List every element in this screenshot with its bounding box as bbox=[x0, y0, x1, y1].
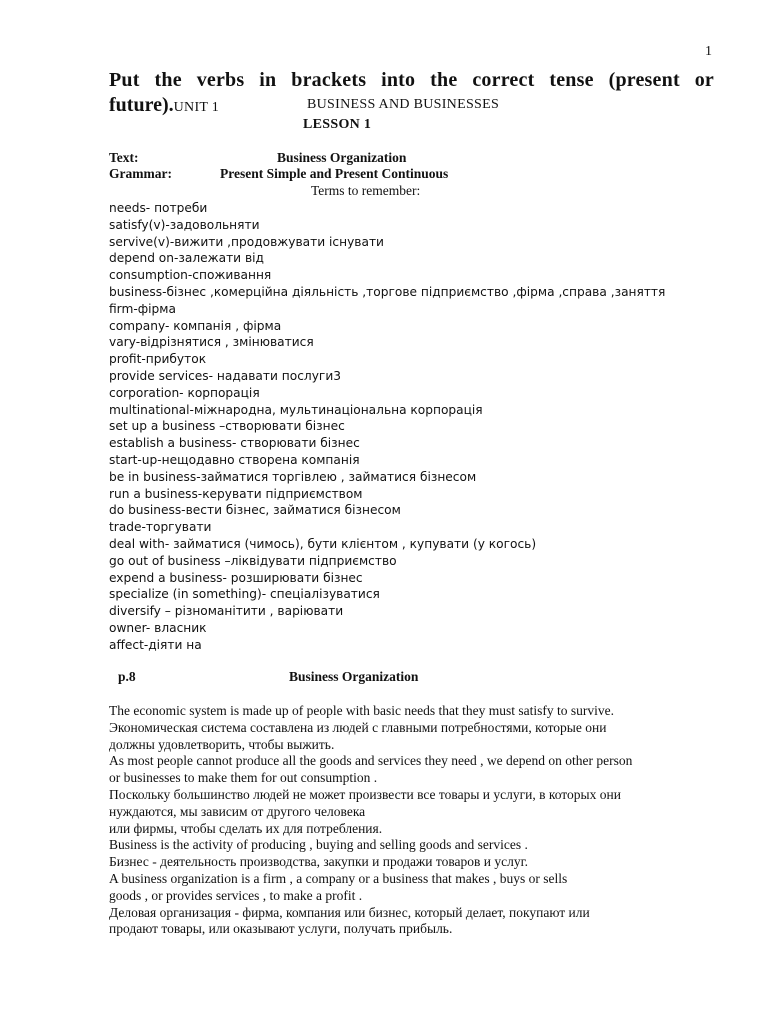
vocabulary-item: vary-відрізнятися , змінюватися bbox=[109, 335, 314, 350]
text-row bbox=[109, 150, 407, 166]
text-line: нуждаются, мы зависим от другого человека bbox=[109, 803, 366, 819]
vocabulary-item: provide services- надавати послуги3 bbox=[109, 368, 342, 383]
grammar-label: Grammar: bbox=[109, 166, 172, 181]
vocabulary-item: firm-фірма bbox=[109, 301, 176, 316]
unit-heading: BUSINESS AND BUSINESSES bbox=[307, 97, 500, 112]
section-page-ref: p.8 bbox=[118, 669, 136, 684]
vocabulary-item: corporation- корпорація bbox=[109, 385, 260, 400]
vocabulary-item: consumption-споживання bbox=[109, 268, 272, 283]
page-number: 1 bbox=[705, 44, 712, 59]
text-line: должны удовлетворить, чтобы выжить. bbox=[109, 736, 335, 752]
text-line: Бизнес - деятельность производства, закупки и продажи товаров и услуг. bbox=[109, 854, 528, 870]
vocabulary-item: run a business-керувати підприємством bbox=[109, 486, 363, 501]
text-line: A business organization is a firm , a company or a business that makes , buys or sells bbox=[109, 870, 568, 886]
lesson-heading: LESSON 1 bbox=[303, 117, 372, 132]
vocabulary-item: company- компанія , фірма bbox=[109, 318, 282, 333]
text-line: продают товары, или оказывают услуги, получать прибыль. bbox=[109, 921, 453, 937]
vocabulary-item: needs- потреби bbox=[109, 201, 208, 215]
vocabulary-item: owner- власник bbox=[109, 620, 207, 635]
unit-label: UNIT 1 bbox=[173, 100, 220, 115]
section-title: Business Organization bbox=[289, 669, 419, 684]
vocabulary-item: be in business-займатися торгівлею , займатися бізнесом bbox=[109, 469, 477, 484]
exercise-title-end: future). bbox=[109, 94, 174, 116]
text-line: Деловая организация - фирма, компания или бизнес, который делает, покупают или bbox=[109, 904, 590, 920]
text-line: As most people cannot produce all the goods and services they need , we depend on other person bbox=[109, 753, 633, 769]
vocabulary-item: establish a business- створювати бізнес bbox=[109, 436, 360, 451]
vocabulary-list bbox=[109, 200, 665, 654]
vocabulary-item: diversify – різноманітити , варіювати bbox=[109, 604, 344, 619]
text-line: goods , or provides services , to make a profit . bbox=[109, 887, 363, 903]
terms-heading: Terms to remember: bbox=[311, 183, 421, 198]
reading-text bbox=[109, 703, 729, 938]
vocabulary-item: affect-діяти на bbox=[109, 637, 202, 652]
text-line: Экономическая система составлена из людей с главными потребностями, которые они bbox=[109, 719, 607, 735]
text-line: Business is the activity of producing , buying and selling goods and services . bbox=[109, 837, 528, 853]
text-value: Business Organization bbox=[277, 150, 407, 165]
text-label: Text: bbox=[109, 150, 139, 165]
vocabulary-item: specialize (in something)- спеціалізуватися bbox=[109, 587, 380, 602]
vocabulary-item: depend on-залежати від bbox=[109, 251, 264, 266]
vocabulary-item: multinational-міжнародна, мультинаціональна корпорація bbox=[109, 402, 483, 417]
vocabulary-item: deal with- займатися (чимось), бути клієнтом , купувати (у когось) bbox=[109, 536, 537, 551]
vocabulary-item: trade-торгувати bbox=[109, 520, 212, 535]
text-line: or businesses to make them for out consumption . bbox=[109, 770, 378, 786]
text-line: или фирмы, чтобы сделать их для потребления. bbox=[109, 820, 383, 836]
vocabulary-item: start-up-нещодавно створена компанія bbox=[109, 452, 360, 467]
text-line: Поскольку большинство людей не может произвести все товары и услуги, в которых они bbox=[109, 786, 621, 802]
vocabulary-item: set up a business –створювати бізнес bbox=[109, 419, 345, 434]
vocabulary-item: profit-прибуток bbox=[109, 352, 207, 367]
vocabulary-item: do business-вести бізнес, займатися бізнесом bbox=[109, 503, 401, 518]
vocabulary-item: business-бізнес ,комерційна діяльність ,торгове підприємство ,фірма ,справа ,заняття bbox=[109, 284, 666, 299]
vocabulary-item: satisfy(v)-задовольняти bbox=[109, 217, 260, 232]
vocabulary-item: servive(v)-вижити ,продовжувати існувати bbox=[109, 234, 384, 249]
vocabulary-item: expend a business- розширювати бізнес bbox=[109, 570, 363, 585]
vocabulary-item: go out of business –ліквідувати підприємство bbox=[109, 553, 397, 568]
grammar-value: Present Simple and Present Continuous bbox=[220, 166, 449, 181]
exercise-title-continuation bbox=[109, 93, 219, 120]
text-line: The economic system is made up of people with basic needs that they must satisfy to survive. bbox=[109, 703, 615, 718]
grammar-row bbox=[109, 166, 449, 182]
exercise-title: Put the verbs in brackets into the correct tense (present or bbox=[109, 69, 714, 91]
